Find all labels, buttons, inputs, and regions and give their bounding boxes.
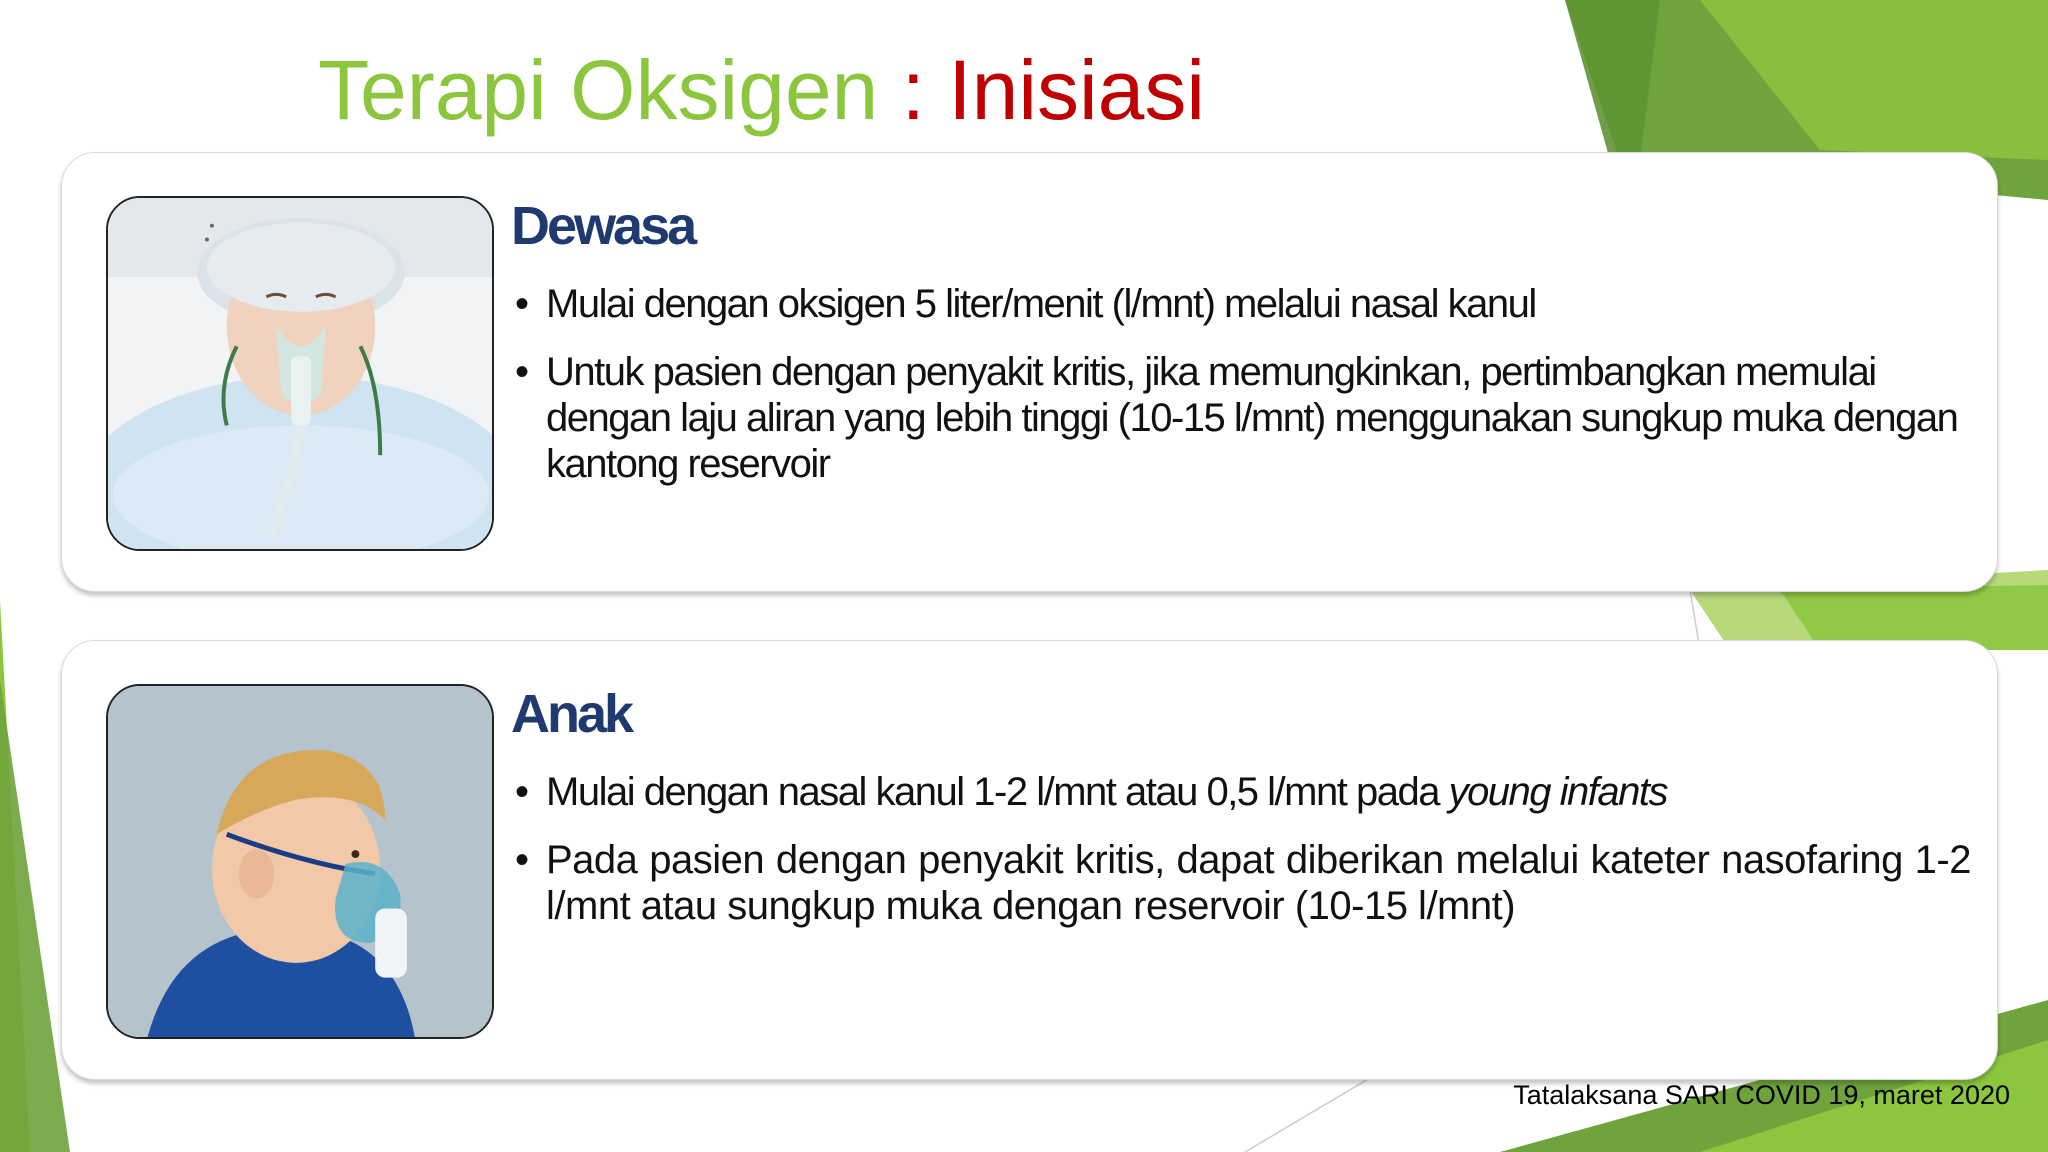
bullet-list-child xyxy=(511,769,1971,951)
bullet-dot-icon: • xyxy=(515,838,529,882)
title-separator: : xyxy=(878,43,949,137)
bullet-item xyxy=(511,769,1971,815)
bullet-dot-icon: • xyxy=(515,350,528,394)
bullet-dot-icon: • xyxy=(515,770,528,814)
slide-title xyxy=(318,40,1205,140)
bullet-italic-term: young infants xyxy=(1448,770,1668,814)
section-heading-adult: Dewasa xyxy=(511,196,695,256)
bullet-item xyxy=(511,281,1971,327)
bullet-dot-icon: • xyxy=(515,282,528,326)
bullet-text: Mulai dengan oksigen 5 liter/menit (l/mnt) melalui nasal kanul xyxy=(546,282,1536,326)
card-child xyxy=(61,640,1998,1080)
bullet-item xyxy=(511,349,1971,487)
bullet-text: Mulai dengan nasal kanul 1-2 l/mnt atau 0,5 l/mnt pada xyxy=(546,770,1449,814)
child-patient-photo xyxy=(106,684,494,1039)
adult-patient-photo xyxy=(106,196,494,551)
bullet-text: Untuk pasien dengan penyakit kritis, jika memungkinkan, pertimbangkan memulai dengan laju aliran yang lebih tinggi (10-15 l/mnt) menggunakan sungkup muka dengan kantong reservoir xyxy=(546,350,1958,486)
bullet-text: Pada pasien dengan penyakit kritis, dapat diberikan melalui kateter nasofaring 1-2 l/mnt atau sungkup muka dengan reservoir (10-15 l/mnt) xyxy=(546,838,1971,928)
card-adult xyxy=(61,152,1998,592)
bullet-item xyxy=(511,837,1971,929)
source-citation: Tatalaksana SARI COVID 19, maret 2020 xyxy=(1513,1080,2010,1110)
section-heading-child: Anak xyxy=(511,684,632,744)
title-highlight: Inisiasi xyxy=(948,43,1206,137)
bullet-list-adult xyxy=(511,281,1971,509)
title-main: Terapi Oksigen xyxy=(318,43,879,137)
